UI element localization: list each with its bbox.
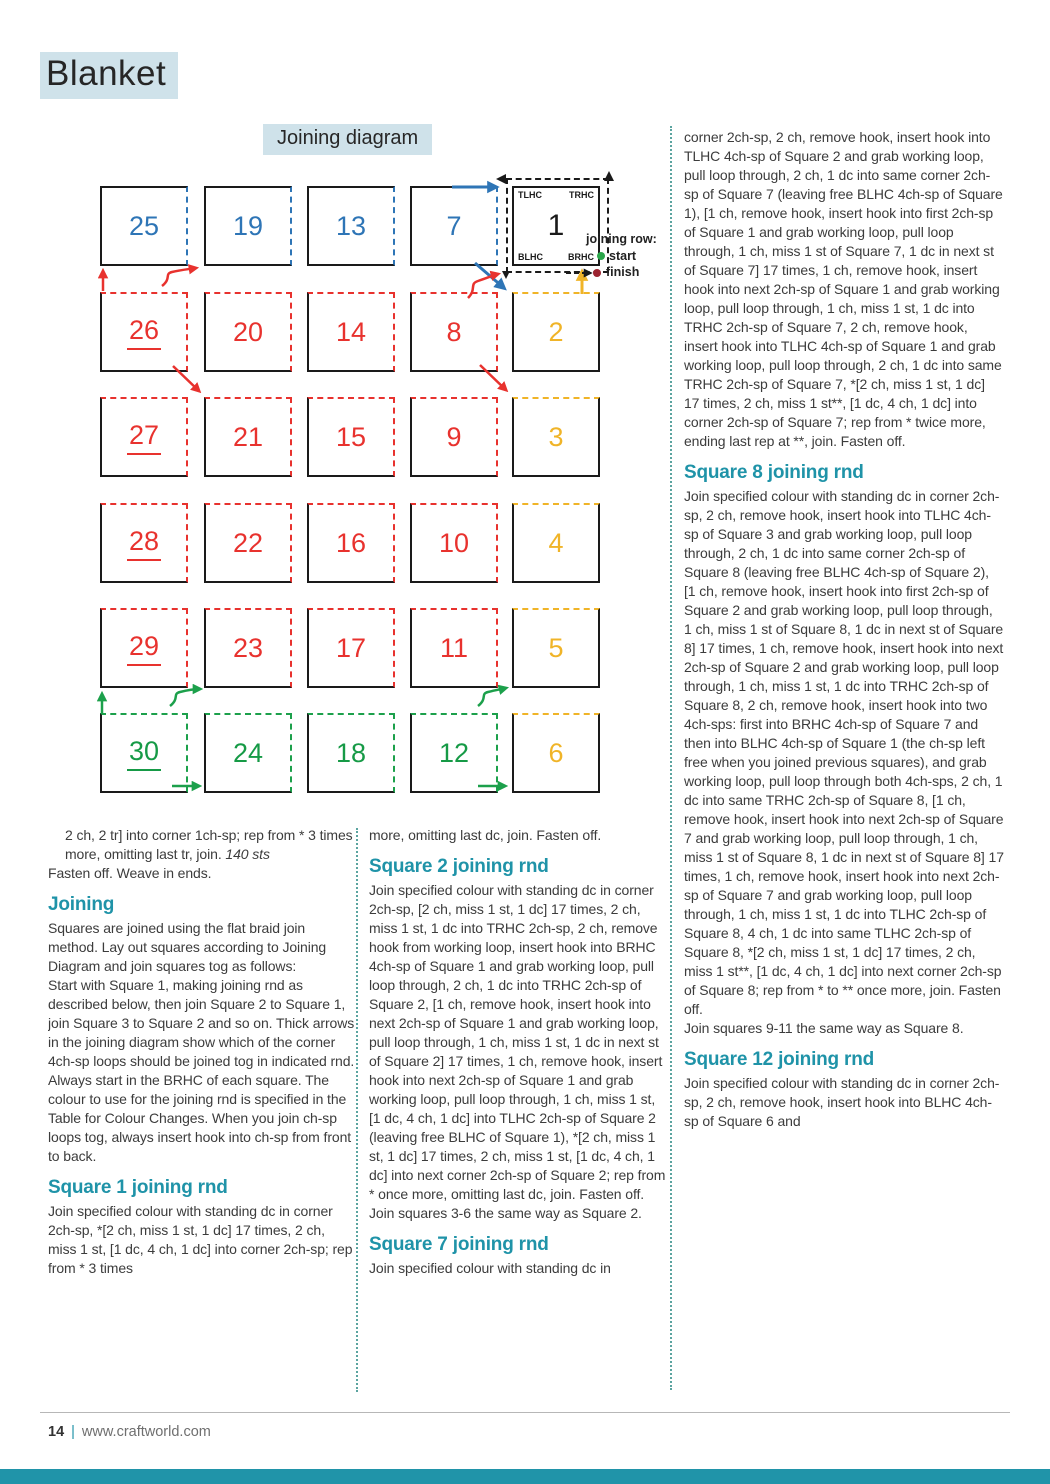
square-16 bbox=[307, 503, 395, 583]
square-number: 4 bbox=[548, 527, 564, 558]
arrow-26-to-19 bbox=[162, 268, 196, 286]
legend-finish: finish bbox=[606, 265, 640, 279]
square-22 bbox=[204, 503, 292, 583]
square-12 bbox=[410, 713, 498, 793]
square-number: 6 bbox=[548, 737, 564, 768]
square-number: 18 bbox=[335, 737, 367, 768]
square-number: 16 bbox=[335, 527, 367, 558]
legend-joining-row: joining row: bbox=[586, 232, 657, 246]
square-21 bbox=[204, 397, 292, 477]
column-separator-right bbox=[670, 126, 672, 1390]
corner-label-tlhc: TLHC bbox=[518, 190, 542, 200]
square-29 bbox=[100, 608, 188, 688]
square-number: 30 bbox=[127, 736, 161, 771]
square-10 bbox=[410, 503, 498, 583]
section-heading: Square 7 joining rnd bbox=[369, 1234, 549, 1255]
square-number: 3 bbox=[548, 421, 564, 452]
bottom-color-bar bbox=[0, 1469, 1050, 1484]
square-number: 2 bbox=[548, 316, 564, 347]
square-number: 22 bbox=[232, 527, 264, 558]
column-right bbox=[684, 128, 1004, 1394]
body-paragraph: Join specified colour with standing dc in corner 2ch-sp, 2 ch, remove hook, insert hook into BLHC 4ch-sp of Square 6 and bbox=[684, 1075, 1000, 1129]
section-heading: Square 1 joining rnd bbox=[48, 1177, 228, 1198]
square-number: 15 bbox=[335, 421, 367, 452]
square-24 bbox=[204, 713, 292, 793]
stitch-count: 140 sts bbox=[225, 846, 270, 862]
square-30 bbox=[100, 713, 188, 793]
square-number: 27 bbox=[127, 420, 161, 455]
body-paragraph: Join squares 9-11 the same way as Square 8. bbox=[684, 1020, 964, 1036]
square-number: 7 bbox=[446, 210, 462, 241]
square-number: 17 bbox=[335, 632, 367, 663]
square-17 bbox=[307, 608, 395, 688]
footer-website[interactable]: www.craftworld.com bbox=[81, 1424, 211, 1440]
square-number: 20 bbox=[232, 316, 264, 347]
square-7 bbox=[410, 186, 498, 266]
square-number: 11 bbox=[439, 632, 469, 663]
arrow-12-to-5 bbox=[478, 688, 506, 706]
square-4 bbox=[512, 503, 600, 583]
square-number: 12 bbox=[438, 737, 470, 768]
square-14 bbox=[307, 292, 395, 372]
body-paragraph: more, omitting last dc, join. Fasten off. bbox=[369, 827, 602, 843]
square-number: 8 bbox=[446, 316, 462, 347]
body-paragraph: Squares are joined using the flat braid join method. Lay out squares according to Joining Diagram and join squares tog as follows: bbox=[48, 920, 327, 974]
square-number: 19 bbox=[232, 210, 264, 241]
page-title: Blanket bbox=[40, 52, 178, 99]
body-paragraph: Join squares 3-6 the same way as Square 2. bbox=[369, 1205, 642, 1221]
square-number: 24 bbox=[232, 737, 264, 768]
square-1-outline bbox=[506, 178, 609, 273]
footer-rule bbox=[40, 1412, 1010, 1413]
column-separator-left bbox=[356, 828, 358, 1392]
body-paragraph: Start with Square 1, making joining rnd as described below, then join Square 2 to Square 1, join Square 3 to Square 2 and so on. Thick arrows in the joining diagram show which of the corner 4ch-sp loops should be joined tog in indicated rnd. Always start in the BRHC of each square. The colour to use for the joining rnd is specified in the Table for Colour Changes. When you join ch-sp loops tog, always insert hook into ch-sp from front to back. bbox=[48, 977, 355, 1164]
corner-label-trhc: TRHC bbox=[569, 190, 594, 200]
square-3 bbox=[512, 397, 600, 477]
square-number: 25 bbox=[128, 210, 160, 241]
square-15 bbox=[307, 397, 395, 477]
section-heading: Square 2 joining rnd bbox=[369, 856, 549, 877]
joining-grid bbox=[100, 186, 680, 836]
footer bbox=[48, 1424, 211, 1440]
body-paragraph: Join specified colour with standing dc in corner 2ch-sp, 2 ch, remove hook, insert hook into TLHC 4ch-sp of Square 3 and grab working loop, pull loop through, 2 ch, 1 dc into same corner 2ch-sp of Square 8 (leaving free BLHC 4ch-sp of Square 2), [1 ch, remove hook, insert hook into first 2ch-sp of Square 2 and grab working loop, pull loop through, 1 ch, miss 1 st of Square 8, 1 dc in next st of Square 8] 17 times, 1 ch, remove hook, insert hook into next 2ch-sp of Square 2 and grab working loop, pull loop through, 1 ch, miss 1 st, 1 dc into TRHC 2ch-sp of Square 8, 2 ch, remove hook, insert hook into two 4ch-sps: first into BRHC 4ch-sp of Square 7 and then into BLHC 4ch-sp of Square 1 (the ch-sp left free when you joined previous squares), and grab working loop, pull loop through both 4ch-sps, 2 ch, 1 dc into same TRHC 2ch-sp of Square 8, [1 ch, remove hook, insert hook into next 2ch-sp of Square 7 and grab working loop, pull loop through, 1 ch, miss 1 st of Square 8, 1 dc in next st of Square 8] 17 times, 1 ch, remove hook, insert hook into next 2ch-sp of Square 7 and grab working loop, pull loop through, 1 ch, miss 1 st, 1 dc into TLHC 2ch-sp of Square 8, 4 ch, 1 dc into same TLHC 2ch-sp of Square 8, *[2 ch, miss 1 st, 1 dc] 17 times, 2 ch, miss 1 st**, [1 dc, 4 ch, 1 dc] into next corner 2ch-sp of Square 8; rep from * to ** once more, join. Fasten off. bbox=[684, 488, 1004, 1017]
body-paragraph: Fasten off. Weave in ends. bbox=[48, 865, 212, 881]
section-heading: Square 8 joining rnd bbox=[684, 462, 864, 483]
square-number: 14 bbox=[335, 316, 367, 347]
square-2 bbox=[512, 292, 600, 372]
square-number: 9 bbox=[446, 421, 462, 452]
square-20 bbox=[204, 292, 292, 372]
square-number: 26 bbox=[127, 315, 161, 350]
square-26 bbox=[100, 292, 188, 372]
footer-separator: | bbox=[71, 1424, 75, 1440]
column-left bbox=[48, 826, 356, 1398]
body-paragraph: Join specified colour with standing dc in corner 2ch-sp, *[2 ch, miss 1 st, 1 dc] 17 times, 2 ch, miss 1 st, [1 dc, 4 ch, 1 dc] into corner 2ch-sp; rep from * 3 times bbox=[48, 1203, 353, 1276]
body-paragraph: Join specified colour with standing dc in bbox=[369, 1260, 611, 1276]
square-number: 13 bbox=[335, 210, 367, 241]
square-5 bbox=[512, 608, 600, 688]
square-number: 23 bbox=[232, 632, 264, 663]
square-18 bbox=[307, 713, 395, 793]
square-number: 28 bbox=[127, 526, 161, 561]
square-13 bbox=[307, 186, 395, 266]
section-heading: Square 12 joining rnd bbox=[684, 1049, 875, 1070]
corner-label-brhc: BRHC bbox=[568, 252, 594, 262]
square-9 bbox=[410, 397, 498, 477]
square-28 bbox=[100, 503, 188, 583]
corner-label-blhc: BLHC bbox=[518, 252, 543, 262]
square-8 bbox=[410, 292, 498, 372]
arrow-7-to-2 bbox=[475, 263, 504, 288]
legend-start: start bbox=[609, 249, 637, 263]
body-paragraph: corner 2ch-sp, 2 ch, remove hook, insert hook into TLHC 4ch-sp of Square 2 and grab working loop, pull loop through, 2 ch, 1 dc into same corner 2ch-sp of Square 7 (leaving free BLHC 4ch-sp of Square 1), [1 ch, remove hook, insert hook into first 2ch-sp of Square 1 and grab working loop, pull loop through, 1 ch, miss 1 st of Square 7, 1 dc in next st of Square 7] 17 times, 1 ch, remove hook, insert hook into next 2ch-sp of Square 1 and grab working loop, pull loop through, 1 ch, miss 1 st, 1 dc into TRHC 2ch-sp of Square 7, 2 ch, remove hook, insert hook into TLHC 4ch-sp of Square 1 and grab working loop, pull loop through, 2 ch, 1 dc into same TRHC 2ch-sp of Square 7, *[2 ch, miss 1 st, 1 dc] 17 times, 2 ch, miss 1 st**, [1 dc, 4 ch, 1 dc] into corner 2ch-sp of Square 7; rep from * twice more, ending last rep at **, join. Fasten off. bbox=[684, 129, 1003, 449]
body-paragraph: Join specified colour with standing dc in corner 2ch-sp, [2 ch, miss 1 st, 1 dc] 17 times, 2 ch, miss 1 st, 1 dc into TRHC 2ch-sp, 2 ch, remove hook from working loop, insert hook into BRHC 4ch-sp of Square 1 and grab working loop, pull loop through, 2 ch, 1 dc into TRHC 2ch-sp of Square 2, [1 ch, remove hook, insert hook into next 2ch-sp of Square 1 and grab working loop, pull loop through, 1 ch, miss 1 st, 1 dc in next st of Square 2] 17 times, 1 ch, remove hook, insert hook into next 2ch-sp of Square 1 and grab working loop, pull loop through, 1 ch, miss 1 st, [1 dc, 4 ch, 1 dc] into TLHC 2ch-sp of Square 2 (leaving free BLHC of Square 1), *[2 ch, miss 1 st, 1 dc] 17 times, 2 ch, miss 1 st, [1 dc, 4 ch, 1 dc] into next corner 2ch-sp of Square 2; rep from * once more, omitting last dc, join. Fasten off. bbox=[369, 882, 666, 1202]
square-number: 5 bbox=[548, 632, 564, 663]
square-19 bbox=[204, 186, 292, 266]
square-6 bbox=[512, 713, 600, 793]
square-25 bbox=[100, 186, 188, 266]
diagram-label: Joining diagram bbox=[263, 124, 432, 155]
square-number: 21 bbox=[232, 421, 264, 452]
square-27 bbox=[100, 397, 188, 477]
square-number: 29 bbox=[127, 631, 161, 666]
outline-marker-top-left bbox=[496, 174, 506, 184]
section-heading: Joining bbox=[48, 894, 115, 915]
square-number: 10 bbox=[438, 527, 470, 558]
square-number: 1 bbox=[547, 209, 565, 242]
square-23 bbox=[204, 608, 292, 688]
body-paragraph: 2 ch, 2 tr] into corner 1ch-sp; rep from * 3 times more, omitting last tr, join. 140 sts bbox=[65, 827, 353, 862]
arrow-30-to-23 bbox=[170, 689, 200, 706]
column-middle bbox=[369, 826, 666, 1398]
square-11 bbox=[410, 608, 498, 688]
page-number: 14 bbox=[48, 1424, 65, 1440]
